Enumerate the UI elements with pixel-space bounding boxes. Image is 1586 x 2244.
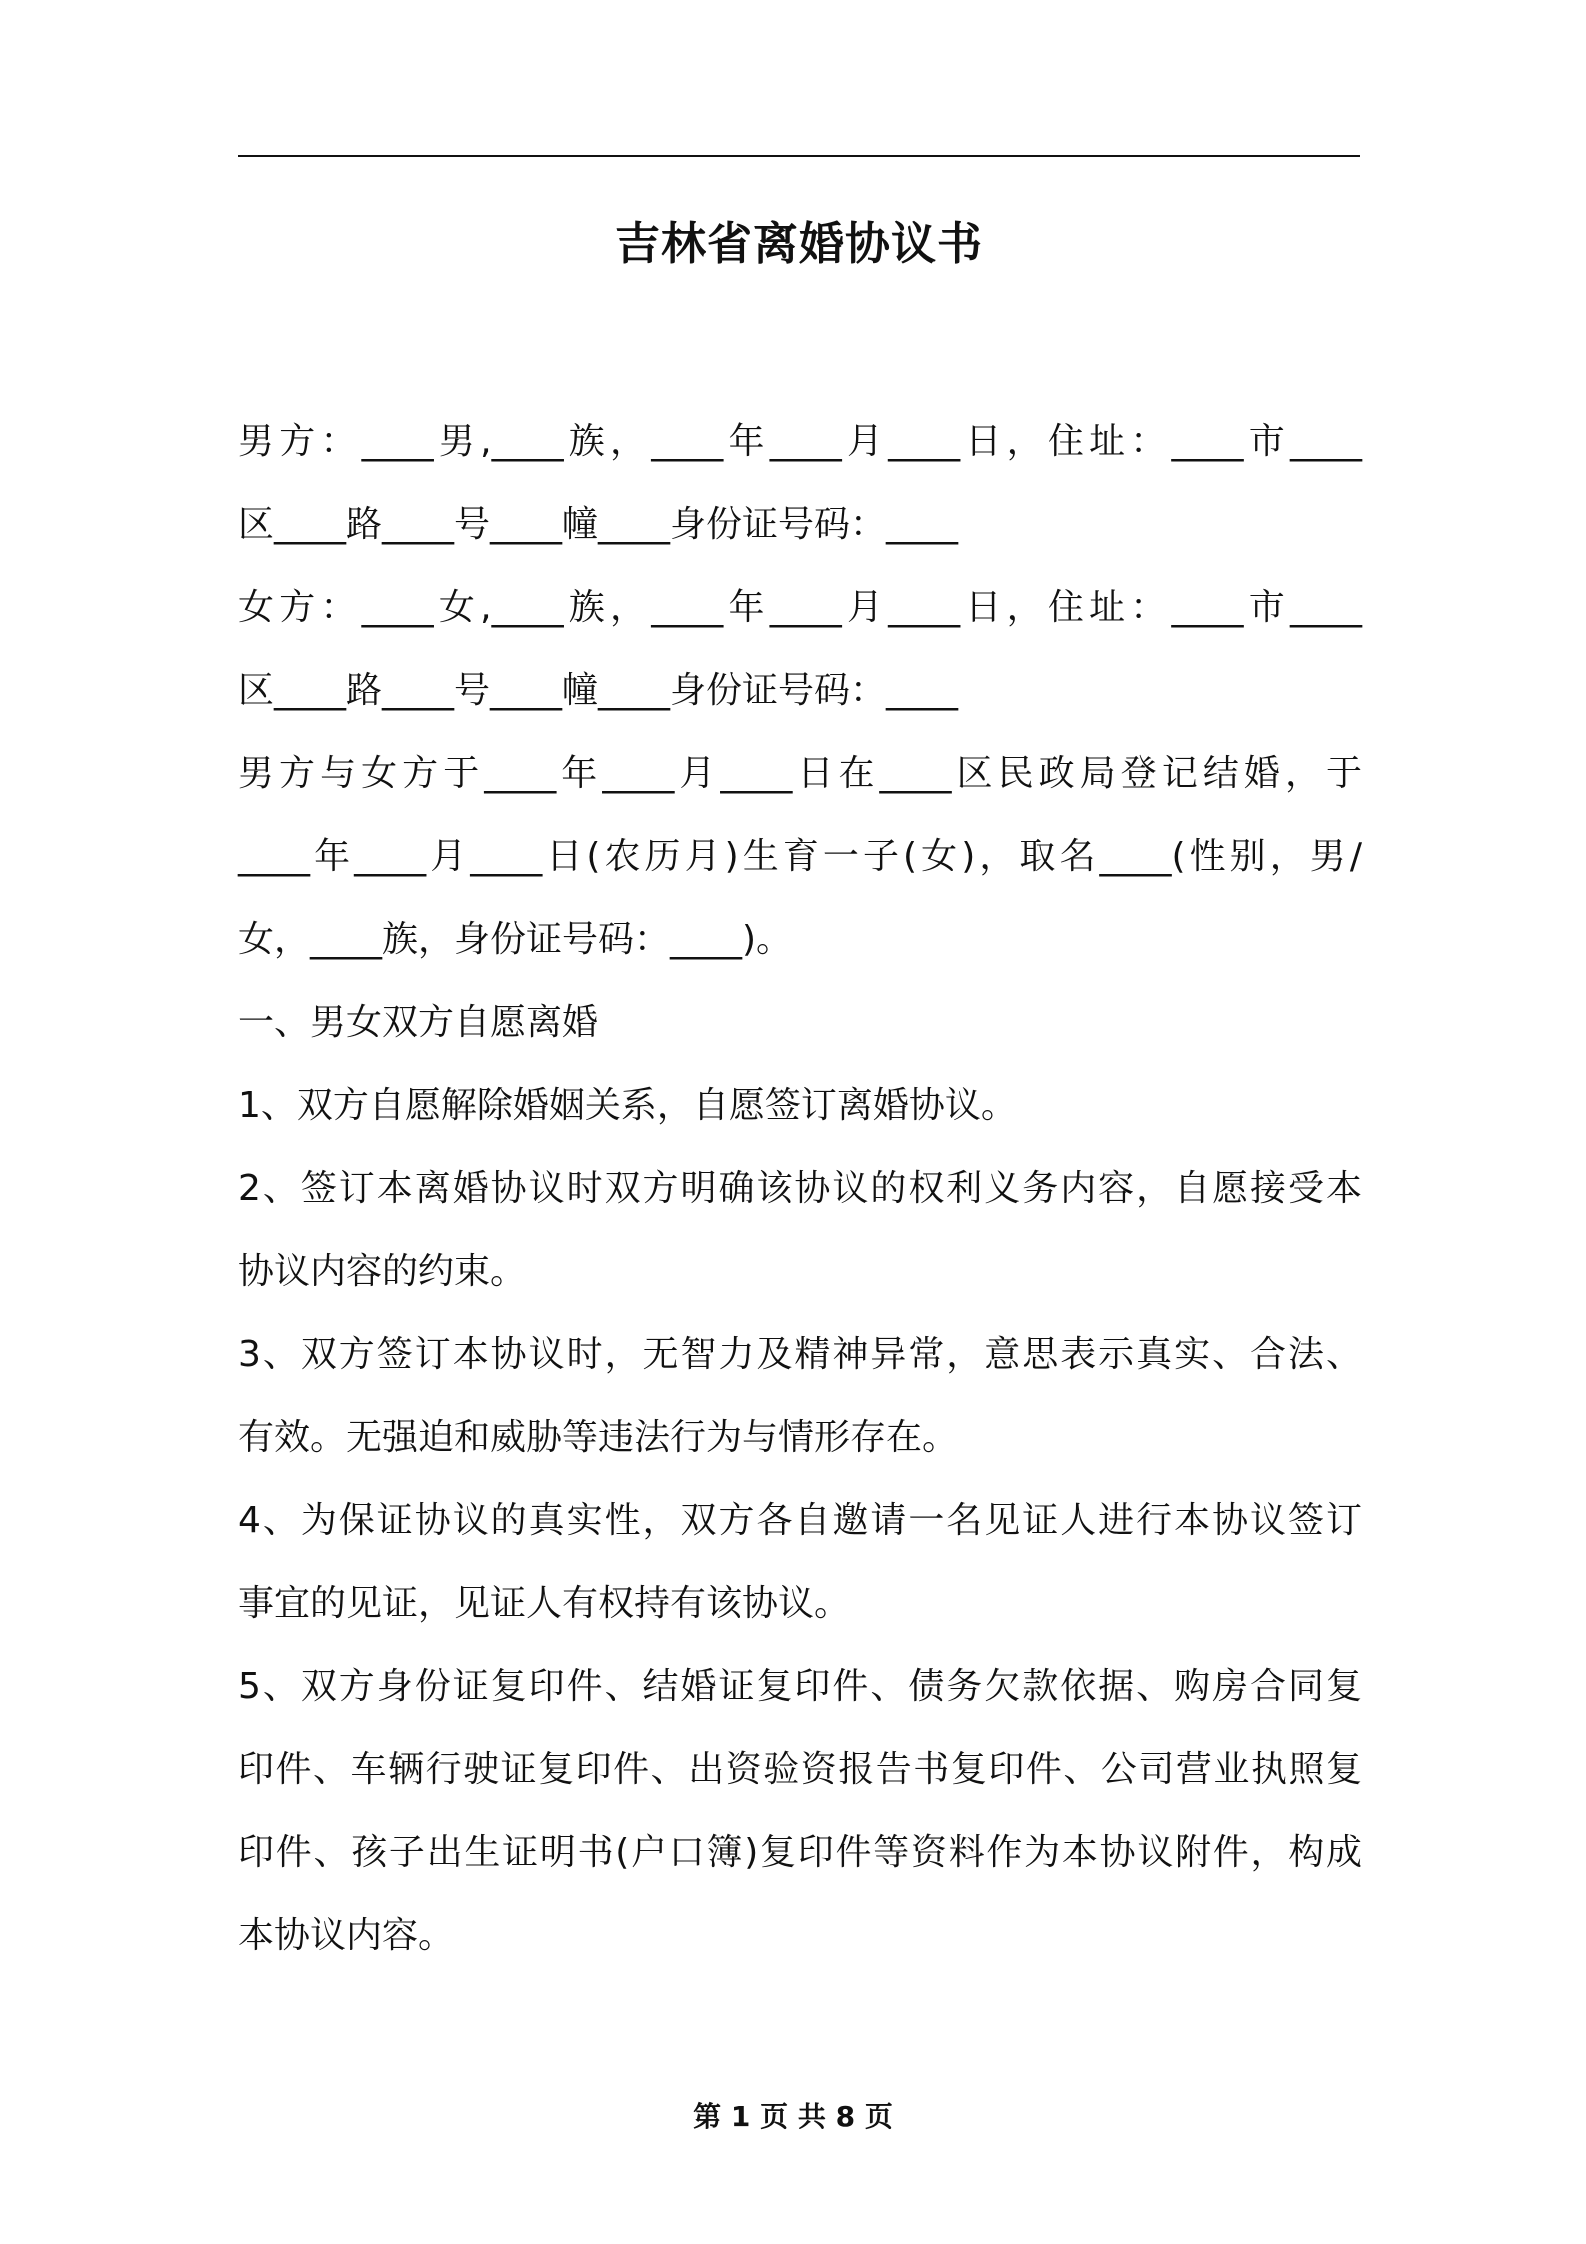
marriage-info-line-1: 男方与女方于____年____月____日在____区民政局登记结婚，于 (238, 753, 1362, 794)
clause-2-line-2: 协议内容的约束。 (238, 1251, 527, 1292)
header-rule (238, 155, 1360, 157)
clause-5-line-2: 印件、车辆行驶证复印件、出资验资报告书复印件、公司营业执照复 (238, 1749, 1362, 1790)
clause-2-line-1: 2、签订本离婚协议时双方明确该协议的权利义务内容，自愿接受本 (238, 1168, 1362, 1209)
marriage-info-line-2: ____年____月____日(农历月)生育一子(女)，取名____(性别，男/ (238, 836, 1362, 877)
clause-3-line-2: 有效。无强迫和威胁等违法行为与情形存在。 (238, 1417, 959, 1458)
female-party-line-1: 女方：____女,____族，____年____月____日，住址：____市____ (238, 587, 1362, 628)
document-body (238, 400, 1362, 1977)
clause-4-line-2: 事宜的见证，见证人有权持有该协议。 (238, 1583, 851, 1624)
marriage-info-line-3: 女，____族，身份证号码：____)。 (238, 919, 793, 960)
clause-1: 1、双方自愿解除婚姻关系，自愿签订离婚协议。 (238, 1085, 1017, 1126)
clause-5-line-1: 5、双方身份证复印件、结婚证复印件、债务欠款依据、购房合同复 (238, 1666, 1362, 1707)
clause-5-line-4: 本协议内容。 (238, 1915, 455, 1956)
section-heading-1: 一、男女双方自愿离婚 (238, 1002, 599, 1043)
page-number: 第 1 页 共 8 页 (693, 2100, 893, 2133)
clause-5-line-3: 印件、孩子出生证明书(户口簿)复印件等资料作为本协议附件，构成 (238, 1832, 1362, 1873)
clause-4-line-1: 4、为保证协议的真实性，双方各自邀请一名见证人进行本协议签订 (238, 1500, 1362, 1541)
male-party-line-2: 区____路____号____幢____身份证号码：____ (238, 504, 959, 545)
clause-3-line-1: 3、双方签订本协议时，无智力及精神异常，意思表示真实、合法、 (238, 1334, 1362, 1375)
male-party-line-1: 男方：____男,____族，____年____月____日，住址：____市____ (238, 421, 1362, 462)
female-party-line-2: 区____路____号____幢____身份证号码：____ (238, 670, 959, 711)
page-title: 吉林省离婚协议书 (614, 217, 983, 270)
